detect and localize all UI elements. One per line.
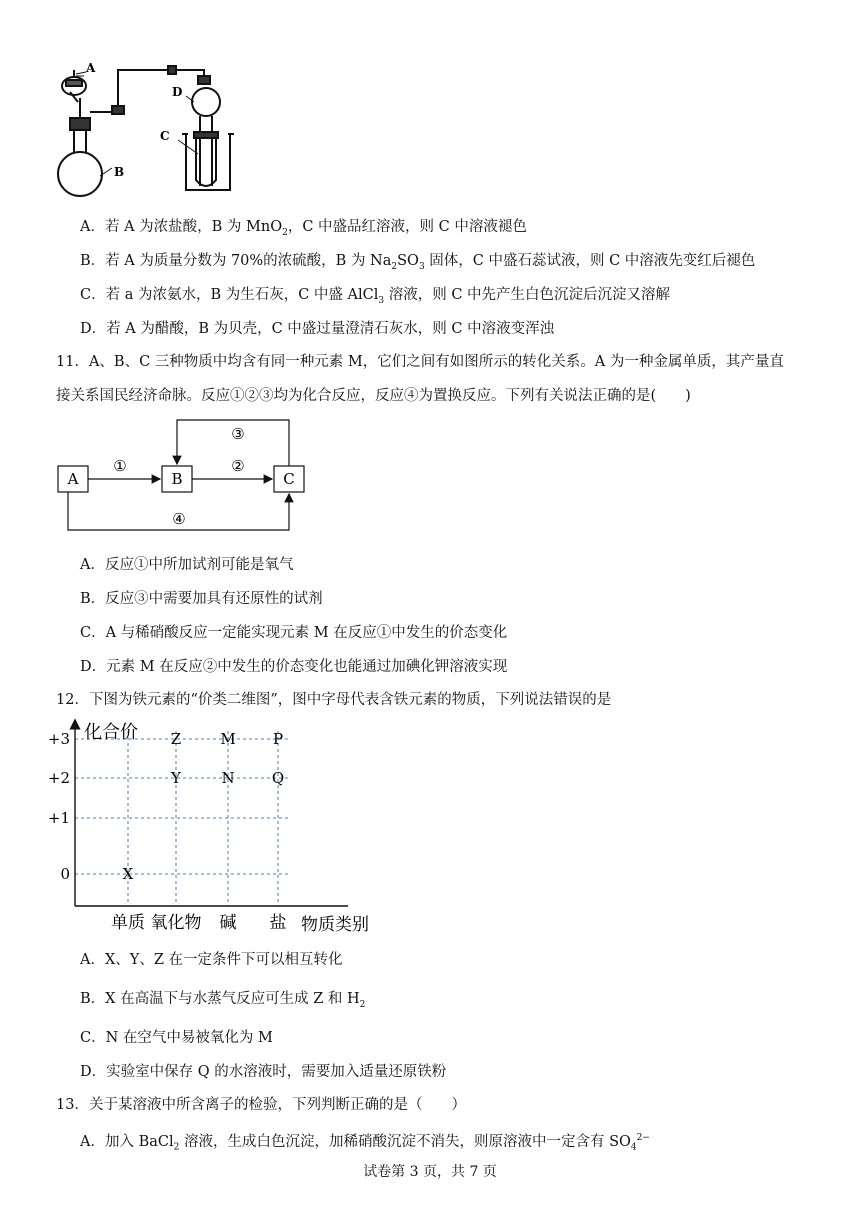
label-a: A: [86, 61, 96, 75]
point-label-y: Y: [171, 769, 181, 787]
q10-option-d: D．若 A 为醋酸，B 为贝壳，C 中盛过量澄清石灰水，则 C 中溶液变浑浊: [80, 321, 555, 337]
node-b: B: [171, 470, 183, 488]
y-tick-label: 0: [60, 865, 70, 883]
point-label-x: X: [122, 865, 134, 883]
x-tick-label: 碱: [219, 913, 237, 933]
q12-option-a: A．X、Y、Z 在一定条件下可以相互转化: [80, 952, 343, 968]
label-d: D: [172, 85, 183, 99]
q12-option-d: D．实验室中保存 Q 的水溶液时，需要加入适量还原铁粉: [80, 1064, 447, 1080]
conversion-diagram: [56, 418, 306, 538]
point-label-p: P: [272, 730, 284, 748]
arrow-label-1: ①: [113, 457, 127, 475]
label-b: B: [114, 165, 125, 179]
q12-option-c: C．N 在空气中易被氧化为 M: [80, 1030, 273, 1046]
q11-option-b: B．反应③中需要加具有还原性的试剂: [80, 591, 323, 607]
valence-class-chart: [48, 718, 388, 938]
x-tick-label: 氧化物: [150, 913, 202, 933]
q10-option-c: C．若 a 为浓氨水，B 为生石灰，C 中盛 AlCl$_3$ 溶液，则 C 中先产生白色沉淀后沉淀又溶解: [80, 287, 671, 306]
arrow-label-3: ③: [231, 425, 245, 443]
point-label-m: M: [220, 730, 236, 748]
y-tick-label: +1: [47, 809, 70, 827]
q11-stem-line1: 11．A、B、C 三种物质中均含有同一种元素 M，它们之间有如图所示的转化关系。A 为一种金属单质，其产量直: [56, 354, 784, 370]
y-tick-label: +2: [47, 769, 70, 787]
arrow-label-2: ②: [231, 457, 245, 475]
point-label-n: N: [221, 769, 235, 787]
q10-option-b: B．若 A 为质量分数为 70%的浓硫酸，B 为 $Na_2SO_3$ 固体，C 中盛石蕊试液，则 C 中溶液先变红后褪色: [80, 253, 756, 272]
x-axis-title: 物质类别: [301, 915, 369, 935]
q11-option-d: D．元素 M 在反应②中发生的价态变化也能通过加碘化钾溶液实现: [80, 659, 508, 675]
q13-stem: 13．关于某溶液中所含离子的检验，下列判断正确的是（ ）: [56, 1097, 466, 1113]
q11-option-c: C．A 与稀硝酸反应一定能实现元素 M 在反应①中发生的价态变化: [80, 625, 508, 641]
q12-option-b: B．X 在高温下与水蒸气反应可生成 Z 和 $H_2$: [80, 991, 366, 1010]
y-tick-label: +3: [47, 730, 70, 748]
node-c: C: [283, 470, 295, 488]
x-tick-label: 单质: [111, 913, 145, 933]
point-label-q: Q: [271, 769, 285, 787]
q11-stem-line2: 接关系国民经济命脉。反应①②③均为化合反应，反应④为置换反应。下列有关说法正确的是( ): [56, 388, 691, 404]
q10-option-a: A．若 A 为浓盐酸，B 为 MnO$_2$，C 中盛品红溶液，则 C 中溶液褪色: [80, 219, 527, 238]
chart-grid: [75, 731, 288, 906]
q11-option-a: A．反应①中所加试剂可能是氧气: [80, 557, 294, 573]
page-footer: 试卷第 3 页，共 7 页: [363, 1164, 497, 1180]
q13-option-a: A．加入 BaCl$_2$ 溶液，生成白色沉淀，加稀硝酸沉淀不消失，则原溶液中一定含有 $SO_4^{2-}$: [80, 1133, 650, 1153]
x-tick-label: 盐: [269, 913, 287, 933]
label-c: C: [160, 129, 170, 143]
node-a: A: [67, 470, 79, 488]
point-label-z: Z: [170, 730, 182, 748]
apparatus-figure: [48, 36, 248, 202]
y-axis-title: 化合价: [84, 722, 138, 743]
q12-stem: 12．下图为铁元素的“价类二维图”，图中字母代表含铁元素的物质，下列说法错误的是: [56, 692, 612, 708]
arrow-label-4: ④: [172, 510, 186, 528]
